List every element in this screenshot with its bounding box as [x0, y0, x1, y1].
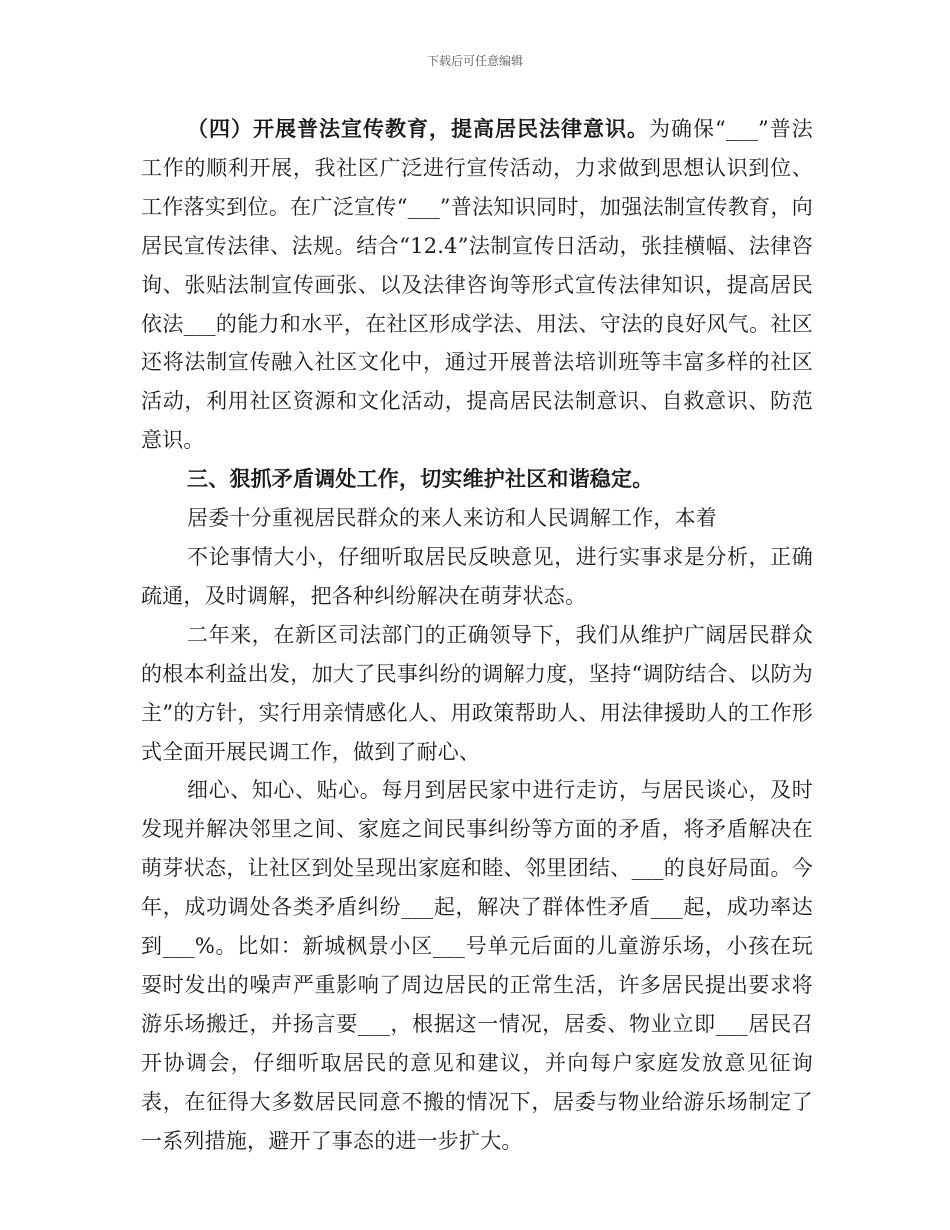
section-heading-legal-education: （四）开展普法宣传教育，提高居民法律意识。	[187, 116, 650, 141]
paragraph-text: 为确保“___”普法工作的顺利开展，我社区广泛进行宣传活动，力求做到思想认识到位、工作落实到位。在广泛宣传“___”普法知识同时，加强法制宣传教育，向居民宣传法律、法规。结合“12.4”法制宣传日活动，张挂横幅、法律咨询、张贴法制宣传画张、以及法律咨询等形式宣传法律知识，提高居民依法___的能力和水平，在社区形成学法、用法、守法的良好风气。社区还将法制宣传融入社区文化中，通过开展普法培训班等丰富多样的社区活动，利用社区资源和文化活动，提高居民法制意识、自救意识、防范意识。	[141, 117, 813, 453]
page-header-note: 下载后可任意编辑	[426, 54, 523, 68]
section-heading-conflict-mediation: 三、狠抓矛盾调处工作，切实维护社区和谐稳定。	[187, 466, 654, 492]
paragraph-two-years: 二年来，在新区司法部门的正确领导下，我们从维护广阔居民群众的根本利益出发，加大了民事纠纷的调解力度，坚持“调防结合、以防为主”的方针，实行用亲情感化人、用政策帮助人、用法律援助人的工作形式全面开展民调工作，做到了耐心、	[141, 622, 813, 764]
paragraph-mediation-principle: 不论事情大小，仔细听取居民反映意见，进行实事求是分析，正确疏通，及时调解，把各种纠纷解决在萌芽状态。	[141, 544, 813, 608]
paragraph-mediation-intro: 居委十分重视居民群众的来人来访和人民调解工作，本着	[187, 506, 717, 531]
document-body	[141, 110, 813, 1160]
paragraph-legal-education	[141, 110, 813, 460]
paragraph-monthly-visits: 细心、知心、贴心。每月到居民家中进行走访，与居民谈心，及时发现并解决邻里之间、家庭之间民事纠纷等方面的矛盾，将矛盾解决在萌芽状态，让社区到处呈现出家庭和睦、邻里团结、___的良好局面。今年，成功调处各类矛盾纠纷___起，解决了群体性矛盾___起，成功率达到___%。比如：新城枫景小区___号单元后面的儿童游乐场，小孩在玩耍时发出的噪声严重影响了周边居民的正常生活，许多居民提出要求将游乐场搬迁，并扬言要___，根据这一情况，居委、物业立即___居民召开协调会，仔细听取居民的意见和建议，并向每户家庭发放意见征询表，在征得大多数居民同意不搬的情况下，居委与物业给游乐场制定了一系列措施，避开了事态的进一步扩大。	[141, 778, 813, 1153]
